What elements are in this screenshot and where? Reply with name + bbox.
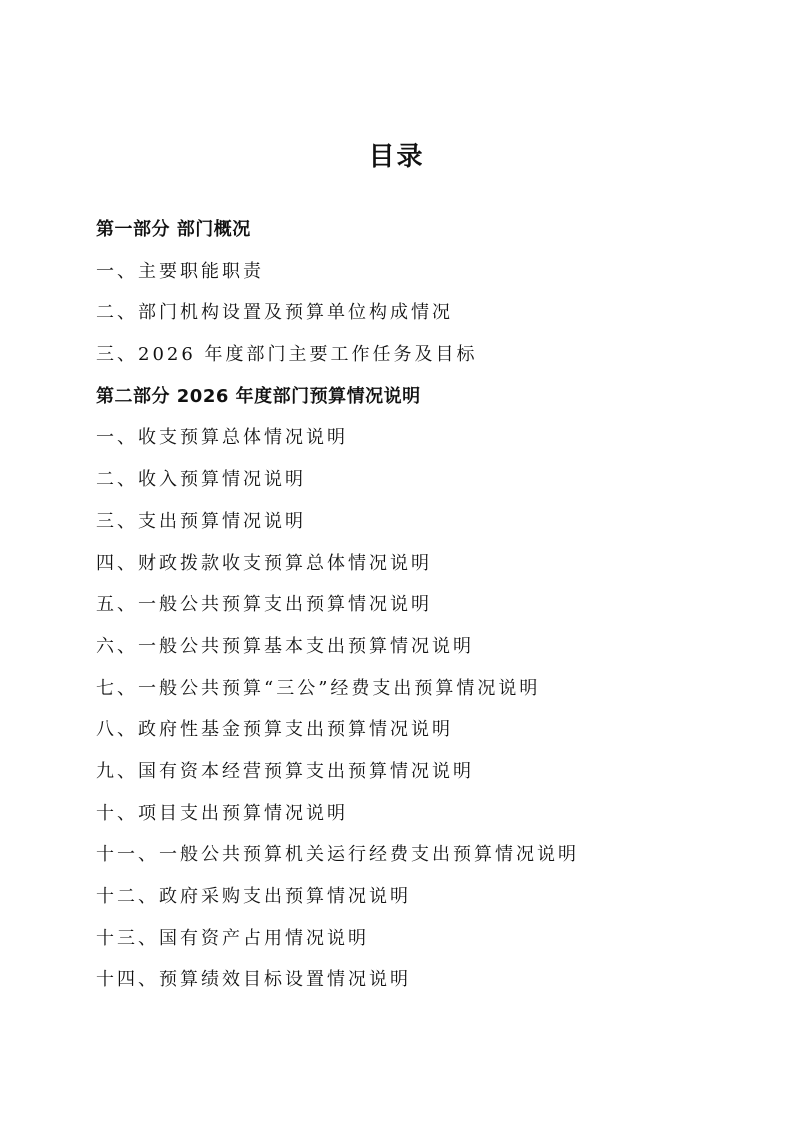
toc-entry[interactable]: 四、财政拨款收支预算总体情况说明 bbox=[96, 552, 432, 574]
toc-entry[interactable]: 三、支出预算情况说明 bbox=[96, 510, 306, 532]
toc-entry[interactable]: 一、主要职能职责 bbox=[96, 260, 264, 282]
toc-entry[interactable]: 六、一般公共预算基本支出预算情况说明 bbox=[96, 635, 474, 657]
toc-entry[interactable]: 二、收入预算情况说明 bbox=[96, 469, 306, 491]
toc-entry[interactable]: 一、收支预算总体情况说明 bbox=[96, 427, 348, 449]
toc-entry[interactable]: 十三、国有资产占用情况说明 bbox=[96, 927, 369, 949]
toc-entry[interactable]: 五、一般公共预算支出预算情况说明 bbox=[96, 594, 432, 616]
toc-title: 目录 bbox=[368, 142, 425, 172]
toc-entry[interactable]: 十二、政府采购支出预算情况说明 bbox=[96, 886, 411, 907]
toc-entry[interactable]: 三、2026 年度部门主要工作任务及目标 bbox=[96, 344, 478, 366]
toc-part-heading[interactable]: 第一部分 部门概况 bbox=[96, 219, 251, 240]
toc-part-heading[interactable]: 第二部分 2026 年度部门预算情况说明 bbox=[96, 385, 421, 407]
toc-entry[interactable]: 八、政府性基金预算支出预算情况说明 bbox=[96, 719, 453, 741]
toc-entry[interactable]: 二、部门机构设置及预算单位构成情况 bbox=[96, 302, 453, 324]
toc-entry[interactable]: 九、国有资本经营预算支出预算情况说明 bbox=[96, 760, 474, 782]
toc-list bbox=[96, 213, 716, 1005]
toc-entry[interactable]: 十一、一般公共预算机关运行经费支出预算情况说明 bbox=[96, 844, 579, 866]
toc-entry[interactable]: 十四、预算绩效目标设置情况说明 bbox=[96, 969, 411, 991]
toc-entry[interactable]: 十、项目支出预算情况说明 bbox=[96, 802, 348, 824]
toc-entry[interactable]: 七、一般公共预算“三公”经费支出预算情况说明 bbox=[96, 677, 541, 699]
